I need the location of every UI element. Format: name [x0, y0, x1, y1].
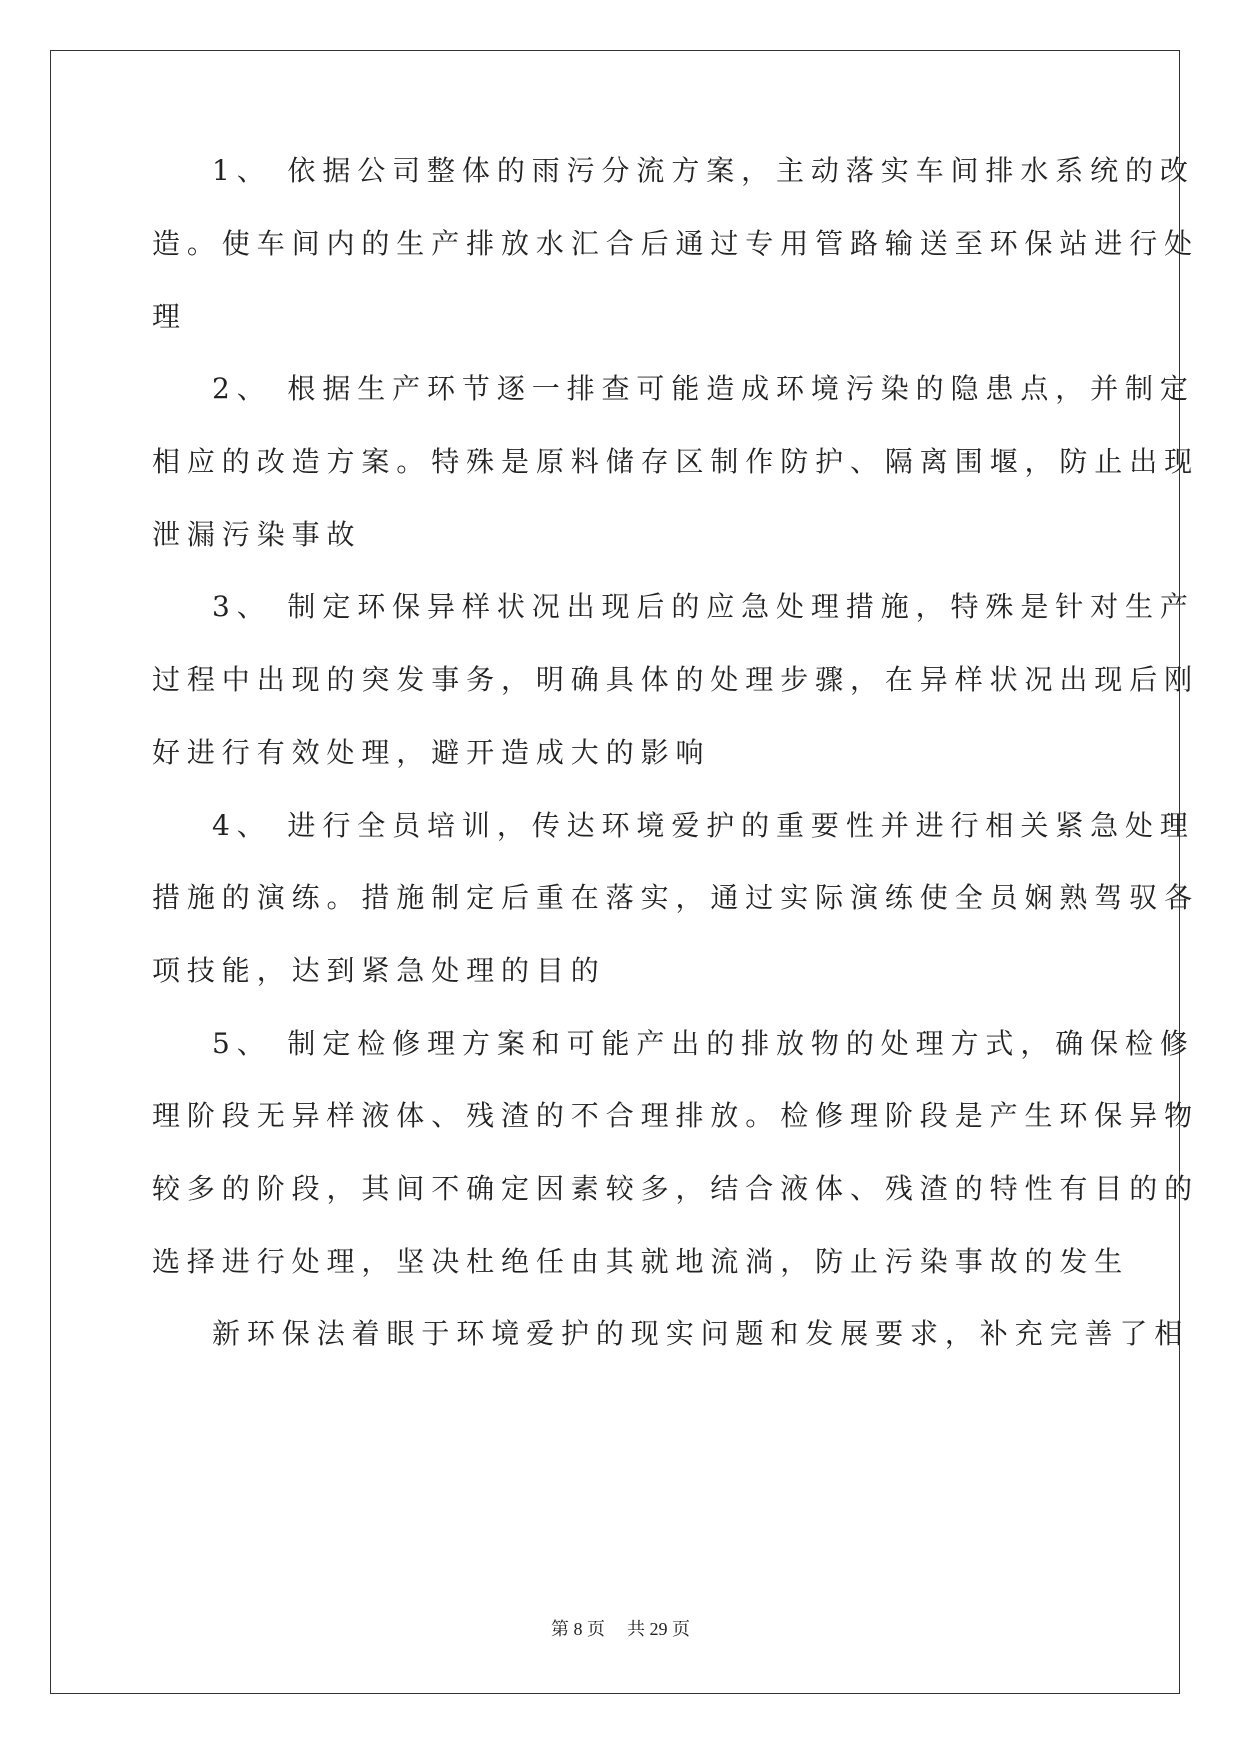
page-border	[50, 50, 1180, 1694]
text-line: 3、 制定环保异样状况出现后的应急处理措施，特殊是针对生产	[212, 590, 1195, 623]
text-line: 4、 进行全员培训，传达环境爱护的重要性并进行相关紧急处理	[212, 809, 1195, 842]
text-line: 泄漏污染事故	[152, 518, 362, 551]
text-line: 选择进行处理，坚决杜绝任由其就地流淌，防止污染事故的发生	[152, 1245, 1130, 1278]
page-footer	[0, 1617, 1241, 1641]
page-number: 第 8 页	[551, 1619, 605, 1639]
text-line: 项技能，达到紧急处理的目的	[152, 954, 606, 987]
text-line: 过程中出现的突发事务，明确具体的处理步骤，在异样状况出现后刚	[152, 663, 1200, 696]
text-line: 5、 制定检修理方案和可能产出的排放物的处理方式，确保检修	[212, 1027, 1195, 1060]
total-pages: 共 29 页	[627, 1619, 690, 1639]
text-line: 造。使车间内的生产排放水汇合后通过专用管路输送至环保站进行处	[152, 227, 1200, 260]
text-line: 理	[152, 300, 187, 333]
text-line: 新环保法着眼于环境爱护的现实问题和发展要求，补充完善了相	[212, 1317, 1190, 1350]
text-line: 2、 根据生产环节逐一排查可能造成环境污染的隐患点，并制定	[212, 372, 1195, 405]
text-line: 相应的改造方案。特殊是原料储存区制作防护、隔离围堰，防止出现	[152, 445, 1200, 478]
text-line: 1、 依据公司整体的雨污分流方案，主动落实车间排水系统的改	[212, 154, 1195, 187]
text-line: 措施的演练。措施制定后重在落实，通过实际演练使全员娴熟驾驭各	[152, 881, 1200, 914]
text-line: 好进行有效处理，避开造成大的影响	[152, 736, 711, 769]
text-line: 理阶段无异样液体、残渣的不合理排放。检修理阶段是产生环保异物	[152, 1099, 1200, 1132]
text-line: 较多的阶段，其间不确定因素较多，结合液体、残渣的特性有目的的	[152, 1172, 1200, 1205]
